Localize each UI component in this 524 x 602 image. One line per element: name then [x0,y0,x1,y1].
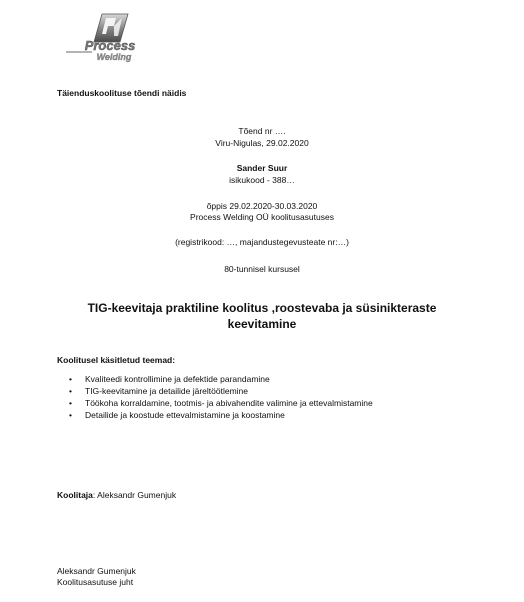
certificate-number: Tõend nr …. [238,126,286,136]
trainer-label: Koolitaja [57,490,93,500]
signature-block [57,566,136,588]
trainer-name: Aleksandr Gumenjuk [95,490,177,500]
list-item: • Töökoha korraldamine, tootmis- ja abivahendite valimine ja ettevalmistamine [85,397,373,409]
trainer-separator: : [92,490,96,500]
company-logo [62,12,154,68]
logo-word-process: Process [84,38,136,53]
trainer-line [57,490,176,500]
recipient-name: Sander Suur [236,163,288,173]
logo-word-welding: Welding [96,52,132,62]
document-label: Täienduskoolituse tõendi näidis [57,88,187,98]
personal-code: isikukood - 388… [229,175,295,185]
signatory-role: Koolitusasutuse juht [57,577,134,587]
topics-list [57,373,373,421]
list-item: • Kvaliteedi kontrollimine ja defektide parandamine [85,373,373,385]
place-date: Viru-Nigulas, 29.02.2020 [215,138,309,148]
course-title: TIG-keevitaja praktiline koolitus ,roostevaba ja süsinikteraste keevitamine [87,301,437,331]
study-period: õppis 29.02.2020-30.03.2020 [206,201,318,211]
institution: Process Welding OÜ koolitusasutuses [190,212,334,222]
logo-graphic [62,12,154,68]
list-item: • Detailide ja koostude ettevalmistamine ja koostamine [85,409,373,421]
topics-heading: Koolitusel käsitletud teemad: [57,355,176,365]
signatory-name: Aleksandr Gumenjuk [57,566,136,576]
course-hours: 80-tunnisel kursusel [224,264,300,274]
registry-info: (registrikood: …, majandustegevusteate nr:…) [175,237,349,247]
list-item: • TIG-keevitamine ja detailide järeltöötlemine [85,385,373,397]
